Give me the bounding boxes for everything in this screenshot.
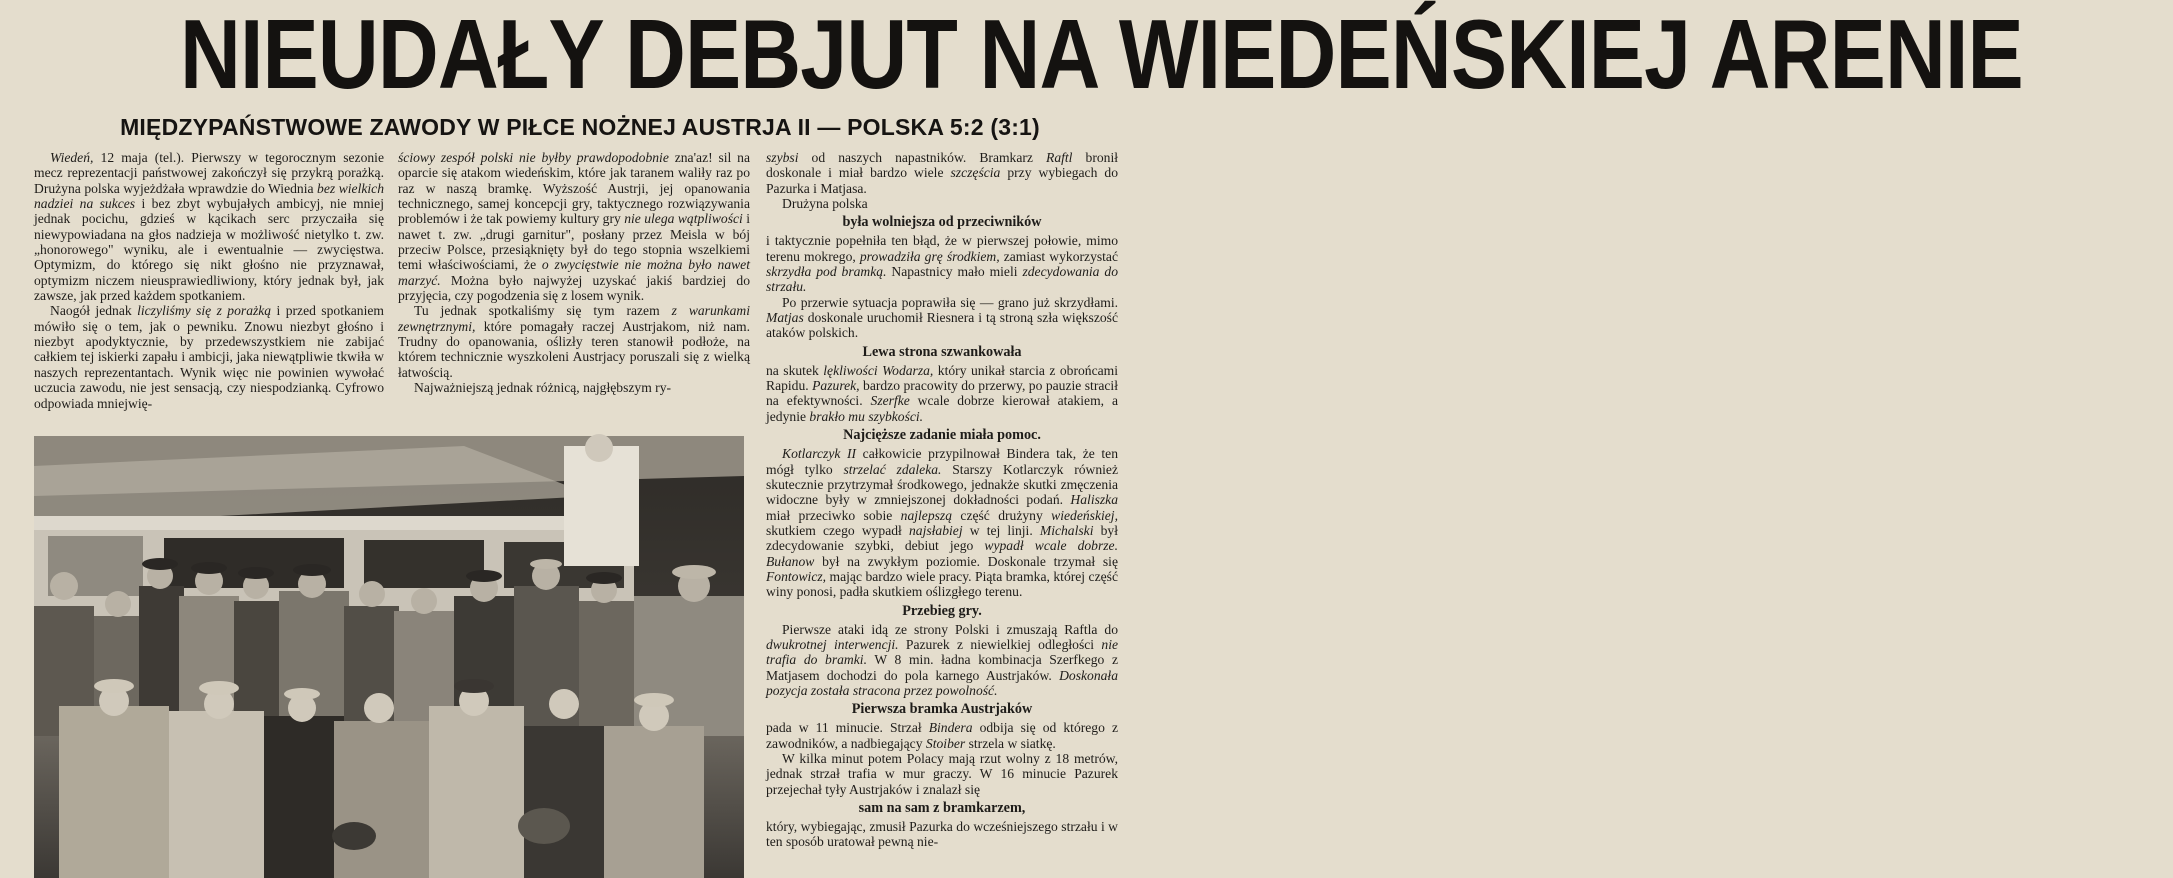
emphasis: nie trafia do bramki.	[766, 636, 1119, 668]
emphasis: prowadziła grę środkiem,	[859, 248, 1000, 264]
dateline: Wiedeń,	[50, 150, 94, 165]
emphasis: brakło mu szybkości.	[809, 408, 924, 424]
emphasis: szczęścia	[950, 165, 1001, 181]
text-run: Można było najwyżej uzyskać jakiś bardziej do przyjęcia, czy pogodzenia się z losem wynik.	[398, 272, 750, 304]
paragraph	[766, 446, 1118, 599]
man-in-white-coat	[564, 446, 639, 566]
photo-illustration	[34, 436, 744, 878]
text-run: Naogół jednak	[50, 303, 138, 319]
text-run: odbija się od którego z zawodników, a nadbiegający	[766, 720, 1118, 751]
emphasis: Matjas	[766, 310, 804, 326]
paragraph	[766, 363, 1118, 424]
text-run: który unikał starcia z obrońcami Rapidu.	[766, 362, 1118, 394]
emphasis: nie ulega wątpliwości	[624, 211, 743, 227]
text-run: skutkiem czego wypadł	[766, 522, 909, 538]
article-column-1	[34, 150, 384, 420]
emphasis: Doskonała pozycja została stracona przez powolność.	[766, 667, 1118, 698]
emphasis: bez wielkich nadziei na sukces	[34, 180, 384, 212]
text-run: od naszych napastników. Bramkarz	[798, 150, 1047, 165]
text-run: Pierwsze ataki idą ze strony Polski i zmuszają Raftla do	[782, 621, 1118, 637]
text-run: całkowicie przypilnował Bindera tak, że ten mógł tylko	[766, 446, 1119, 477]
paragraph: Drużyna polska	[782, 196, 868, 212]
text-run: bronił doskonale i miał bardzo wiele	[766, 150, 1119, 181]
emphasis: szybsi	[766, 150, 799, 165]
section-heading: Przebieg gry.	[902, 602, 982, 619]
text-run: był na zwykłym poziomie. Doskonale trzymał się	[814, 553, 1118, 569]
headline-text: NIEUDAŁY DEBJUT NA WIEDEŃSKIEJ ARENIE	[180, 0, 2023, 109]
emphasis: dwukrotnej interwencji.	[766, 636, 899, 652]
text-run: i bez zbyt wybujałych ambicyj, nie mniej jednak pocichu, gdzieś w kącikach serc przyczaiła się niewypowiadana na głos nadzieja w możliwość nietylko t. zw. „honorowego" wyniku, ale i ewentualnie — zwycięstwa. Optymizm, do którego się nikt głośno nie przyznawał, optymizm niczem nieusprawiedliwiony, który jednak był, jak zawsze, jak przed każdem spotkaniem.	[34, 196, 384, 304]
paragraph	[398, 380, 750, 395]
section-heading: była wolniejsza od przeciwników	[842, 214, 1042, 231]
text-run: część drużyny	[952, 507, 1052, 523]
emphasis: ściowy zespół polski nie byłby prawdopodobnie	[398, 150, 669, 165]
text-run: wcale dobrze kierował atakiem, a jedynie	[766, 393, 1118, 424]
article-column-3	[766, 150, 1118, 878]
emphasis: liczyliśmy się z porażką	[137, 303, 272, 319]
emphasis: z warunkami zewnętrznymi,	[398, 303, 750, 334]
front-row	[59, 706, 704, 878]
paragraph	[766, 150, 1118, 196]
emphasis: Pazurek,	[812, 378, 860, 394]
emphasis: lękliwości Wodarza,	[823, 362, 934, 378]
emphasis: wiedeńskiej,	[1051, 507, 1118, 523]
text-run: i przed spotkaniem mówiło się o tem, jak o pewniku. Znowu niezbyt głośno i niezbyt apodyktycznie, by przedewszystkiem nie zabijać całkiem tej iskierki zapału i ambicji, jaka niewątpliwie tkwiła w naszych reprezentantach. Wynik więc nie powinien wywołać uczucia zawodu, nie jest sensacją, czy niespodzianką. Cyfrowo odpowiada mniejwię-	[34, 303, 384, 411]
emphasis: wypadł wcale dobrze. Bułanow	[766, 538, 1118, 569]
text-run: Napastnicy mało mieli	[886, 264, 1023, 280]
text-run: W 8 min. ładna kombinacja Szerfkego z Matjasem dochodzi do pola karnego Austrjaków.	[766, 652, 1118, 683]
section-heading: sam na sam z bramkarzem,	[858, 800, 1026, 817]
emphasis: Stoiber	[925, 735, 966, 751]
text-run: pada w 11 minucie. Strzał	[766, 720, 929, 736]
emphasis: Michalski	[1039, 522, 1094, 538]
text-run: mając bardzo wiele pracy. Piąta bramka, której część winy ponosi, padła skutkiem oślizgłego terenu.	[766, 568, 1118, 600]
emphasis: Szerfke	[870, 393, 910, 409]
paragraph: W kilka minut potem Polacy mają rzut wolny z 18 metrów, jednak strzał trafia w mur graczy. W 16 minucie Pazurek przejechał tyły Austrjaków i znalazł się	[766, 751, 1118, 797]
emphasis: Kotlarczyk II	[782, 446, 857, 462]
text-run: był zdecydowanie szybki, debiut jego	[766, 522, 1118, 554]
text-run: 12 maja (tel.). Pierwszy w tegorocznym sezonie mecz reprezentacji państwowej zakończył się przykrą porażką. Drużyna polska wyjeżdżała wprawdzie do Wiednia	[34, 150, 384, 196]
section-heading: Najcięższe zadanie miała pomoc.	[843, 427, 1041, 444]
hat-in-hand	[332, 822, 376, 850]
paragraph	[766, 622, 1118, 699]
text-run: miał przeciwko sobie	[766, 507, 901, 523]
text-run: i taktycznie popełniła ten błąd, że w pierwszej połowie, mimo terenu mokrego,	[766, 233, 1118, 264]
subheadline: MIĘDZYPAŃSTWOWE ZAWODY W PIŁCE NOŻNEJ AUSTRJA II — POLSKA 5:2 (3:1)	[120, 114, 1040, 140]
text-run: i nawet t. zw. „drugi garnitur", posłany przez Meisla w bój przeciw Polsce, przesiąknięty był do tego stopnia wszelkiemi temi właściwościami, że	[398, 211, 750, 273]
emphasis: skrzydła pod bramką.	[766, 264, 887, 280]
paragraph	[766, 720, 1118, 751]
text-run: które pomagały raczej Austrjakom, niż nam. Trudny do opanowania, oślizły teren stanowił podłoże, na którem technicznie wyszkoleni Austrjacy poruszali się z wielką łatwością.	[398, 318, 750, 380]
section-heading: Pierwsza bramka Austrjaków	[851, 701, 1033, 718]
text-run: bardzo pracowity do przerwy, po pauzie stracił na efektywności.	[766, 378, 1118, 409]
paragraph	[34, 303, 384, 410]
paragraph	[34, 150, 384, 303]
paragraph	[398, 150, 750, 303]
text-run: Po przerwie sytuacja poprawiła się — grano już skrzydłami.	[782, 294, 1118, 310]
headline	[30, 0, 2023, 109]
text-run: przy wybiegach do Pazurka i Matjasa.	[766, 165, 1118, 196]
emphasis: Fontowicz,	[766, 568, 827, 584]
emphasis: najsłabiej	[908, 522, 963, 538]
text-run: na skutek	[766, 362, 824, 378]
text-run: Tu jednak spotkaliśmy się tym razem	[414, 303, 672, 319]
text-run: doskonale uruchomił Riesnera i tą stroną szła większość ataków polskich.	[766, 310, 1118, 341]
article-column-2	[398, 150, 750, 420]
emphasis: strzelać zdaleka.	[843, 461, 942, 477]
emphasis: Haliszka	[1070, 492, 1118, 508]
text-run: w tej linji.	[962, 522, 1040, 538]
emphasis: o zwycięstwie nie można było nawet marzyć.	[398, 257, 750, 288]
text-run: Najważniejszą jednak różnicą, najgłębszym ry-	[414, 380, 672, 396]
text-run: zna'az! sil na oparcie się atakom wiedeńskim, które jak taranem waliły raz po raz w naszą bramkę. Wyższość Austrji, jej opanowania technicznego, samej koncepcji gry, taktycznego rozwiązywania problemów i że tak powiemy kultury gry	[398, 150, 750, 227]
emphasis: Raftl	[1046, 150, 1073, 165]
text-run: Starszy Kotlarczyk również skutecznie przytrzymał środkowego, jednakże skutki zmęczenia widoczne były w zmniejszonej dokładności podań.	[766, 461, 1118, 508]
paragraph: który, wybiegając, zmusił Pazurka do wcześniejszego strzału i w ten sposób uratował pewną nie-	[766, 819, 1118, 850]
emphasis: najlepszą	[900, 507, 953, 523]
paragraph	[766, 295, 1118, 341]
team-photograph	[34, 436, 744, 878]
emphasis: zdecydowania do strzału.	[766, 264, 1118, 295]
paragraph	[398, 303, 750, 380]
text-run: strzela w siatkę.	[965, 735, 1056, 751]
text-run: zamiast wykorzystać	[999, 248, 1118, 264]
emphasis: Bindera	[928, 720, 973, 736]
paragraph	[766, 233, 1118, 294]
text-run: Pazurek z niewielkiej odległości	[898, 636, 1102, 652]
section-heading: Lewa strona szwankowała	[862, 343, 1022, 360]
